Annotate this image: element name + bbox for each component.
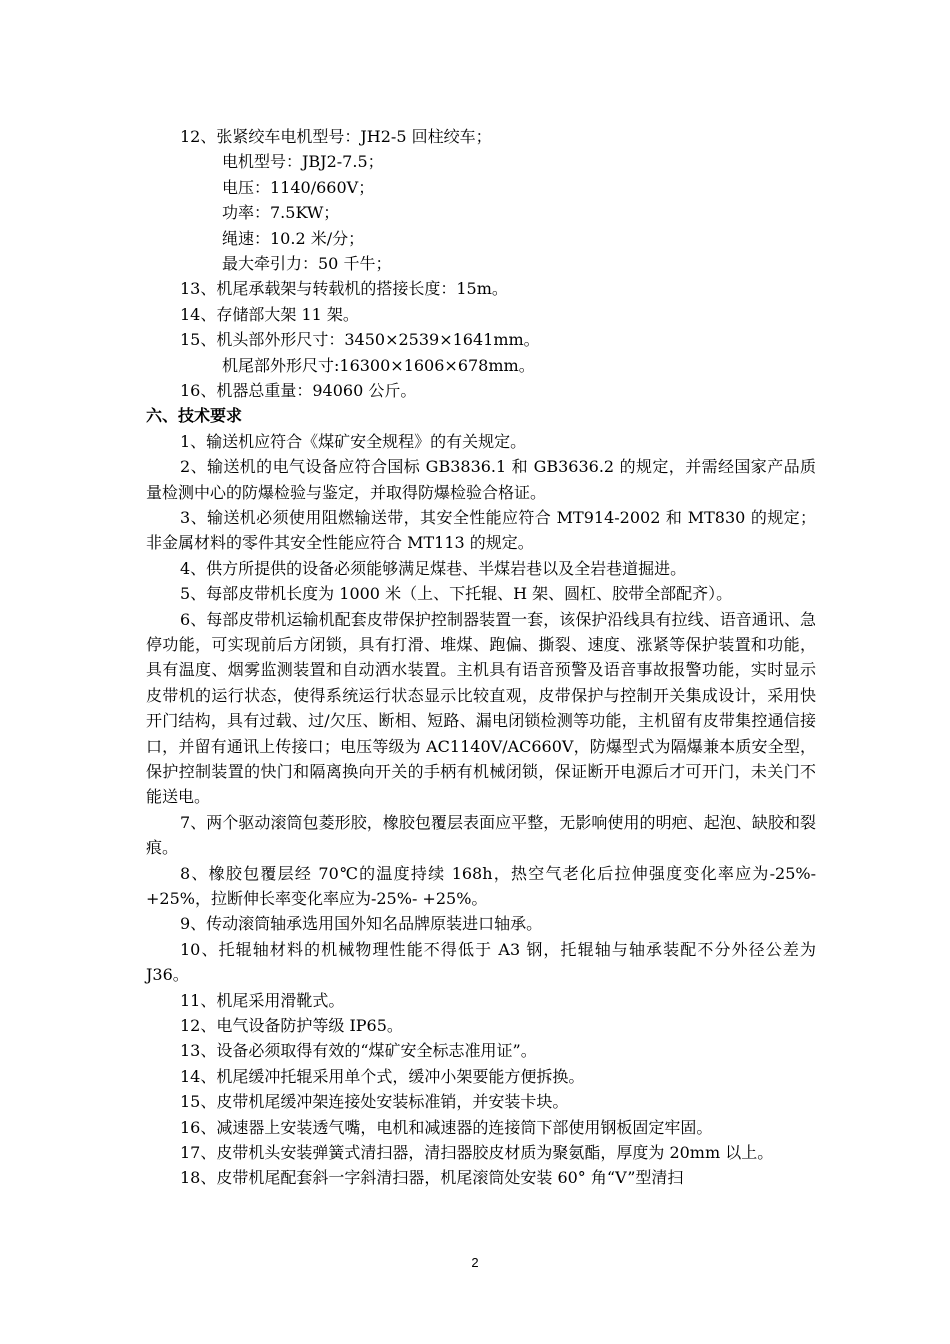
spec-line: 14、存储部大架 11 架。 <box>180 304 359 324</box>
requirement-item: 10、托辊轴材料的机械物理性能不得低于 A3 钢，托辊轴与轴承装配不分外径公差为 J36。 <box>146 939 816 985</box>
requirement-item: 6、每部皮带机运输机配套皮带保护控制器装置一套，该保护沿线具有拉线、语音通讯、急停功能，可实现前后方闭锁，具有打滑、堆煤、跑偏、撕裂、速度、涨紧等保护装置和功能，具有温度、烟雾监测装置和自动洒水装置。主机具有语音预警及语音事故报警功能，实时显示皮带机的运行状态，使得系统运行状态显示比较直观，皮带保护与控制开关集成设计，采用快开门结构，具有过载、过/欠压、断相、短路、漏电闭锁检测等功能，主机留有皮带集控通信接口，并留有通讯上传接口；电压等级为 AC1140V/AC660V，防爆型式为隔爆兼本质安全型，保护控制装置的快门和隔离换向开关的手柄有机械闭锁，保证断开电源后才可开门，未关门不能送电。 <box>146 609 816 807</box>
page-number: 2 <box>471 1255 479 1270</box>
spec-line: 15、机头部外形尺寸：3450×2539×1641mm。 <box>180 330 540 350</box>
document-page <box>146 124 816 1191</box>
requirement-item: 2、输送机的电气设备应符合国标 GB3836.1 和 GB3636.2 的规定，并需经国家产品质量检测中心的防爆检验与鉴定，并取得防爆检验合格证。 <box>146 457 816 502</box>
requirement-item: 8、橡胶包覆层经 70℃的温度持续 168h，热空气老化后拉伸强度变化率应为-25%- +25%，拉断伸长率变化率应为-25%- +25%。 <box>146 863 816 908</box>
requirement-item: 1、输送机应符合《煤矿安全规程》的有关规定。 <box>180 431 527 451</box>
requirement-item: 9、传动滚筒轴承选用国外知名品牌原装进口轴承。 <box>180 914 543 934</box>
requirement-item: 13、设备必须取得有效的“煤矿安全标志准用证”。 <box>180 1041 537 1061</box>
requirement-item: 5、每部皮带机长度为 1000 米（上、下托辊、H 架、圆杠、胶带全部配齐）。 <box>180 584 733 604</box>
spec-line: 绳速：10.2 米/分； <box>222 228 365 248</box>
spec-line: 功率：7.5KW； <box>222 203 340 223</box>
requirement-item: 17、皮带机头安装弹簧式清扫器，清扫器胶皮材质为聚氨酯，厚度为 20mm 以上。 <box>180 1143 774 1163</box>
requirement-item: 14、机尾缓冲托辊采用单个式，缓冲小架要能方便拆换。 <box>180 1066 585 1086</box>
spec-line: 12、张紧绞车电机型号：JH2-5 回柱绞车； <box>180 127 492 146</box>
spec-line: 最大牵引力：50 千牛； <box>222 253 392 273</box>
spec-line: 电压：1140/660V； <box>222 177 375 197</box>
section-title: 六、技术要求 <box>146 406 243 426</box>
requirement-item: 3、输送机必须使用阻燃输送带，其安全性能应符合 MT914-2002 和 MT830 的规定；非金属材料的零件其安全性能应符合 MT113 的规定。 <box>146 507 816 553</box>
requirement-item: 7、两个驱动滚筒包菱形胶，橡胶包覆层表面应平整，无影响使用的明疤、起泡、缺胶和裂痕。 <box>146 812 816 858</box>
requirement-item: 16、减速器上安装透气嘴，电机和减速器的连接筒下部使用钢板固定牢固。 <box>180 1117 713 1137</box>
spec-line: 电机型号：JBJ2-7.5； <box>222 152 384 172</box>
requirement-item: 11、机尾采用滑靴式。 <box>180 990 345 1010</box>
requirement-item: 12、电气设备防护等级 IP65。 <box>180 1016 403 1036</box>
requirement-item: 4、供方所提供的设备必须能够满足煤巷、半煤岩巷以及全岩巷道掘进。 <box>180 558 687 578</box>
spec-line: 机尾部外形尺寸:16300×1606×678mm。 <box>222 355 535 375</box>
requirement-item: 15、皮带机尾缓冲架连接处安装标准销，并安装卡块。 <box>180 1092 569 1112</box>
spec-line: 16、机器总重量：94060 公斤。 <box>180 380 417 400</box>
requirement-item: 18、皮带机尾配套斜一字斜清扫器，机尾滚筒处安装 60° 角“V”型清扫 <box>180 1168 684 1188</box>
spec-line: 13、机尾承载架与转载机的搭接长度：15m。 <box>180 279 508 299</box>
